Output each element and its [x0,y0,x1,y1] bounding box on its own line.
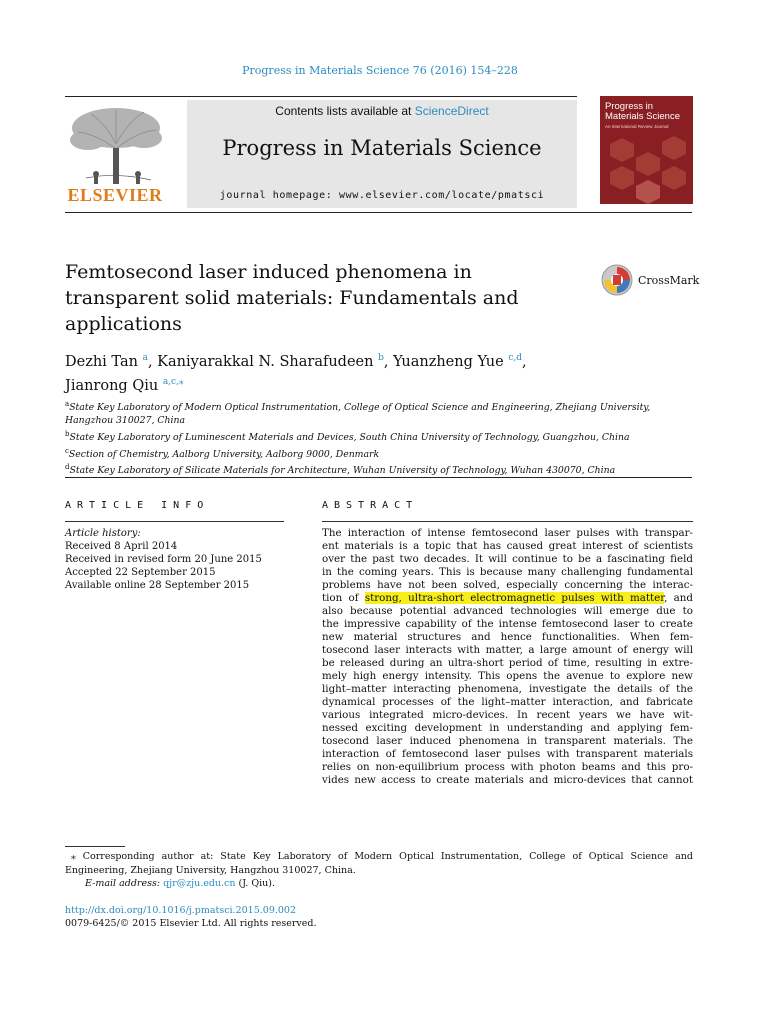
abstract-line: tosecond laser interacts with matter, a large amount of energy will [322,644,693,656]
affiliation-marker: b [65,429,70,438]
abstract-line [322,592,693,605]
author-affiliation-ref[interactable]: a [142,353,148,363]
abstract-text [322,527,693,787]
author-affiliation-ref[interactable]: c,d [508,353,522,363]
affiliation-marker: d [65,463,70,472]
author-affiliation-ref[interactable]: b [378,353,384,363]
history-item: Accepted 22 September 2015 [65,567,216,578]
cover-hexagon-pattern [600,136,693,204]
affiliation-item [65,428,685,445]
abstract-text-segment: tion of [322,592,365,604]
abstract-line: over the past two decades. It will continue to be a fascinating field [322,553,693,565]
paper-title-line: transparent solid materials: Fundamentals and [65,287,519,309]
copyright-line: 0079-6425/© 2015 Elsevier Ltd. All rights reserved. [65,918,317,929]
cover-subtitle: An International Review Journal [605,124,669,129]
abstract-line: ent materials is a topic that has caused great interest of scientists [322,540,693,552]
paper-title-line: Femtosecond laser induced phenomena in [65,261,472,283]
author-affiliation-ref[interactable]: a,c,⁎ [162,376,184,387]
abstract-line: vides new access to create materials and micro-devices that cannot [322,774,693,786]
abstract-line: problems have not been solved, especially concerning the interac- [322,579,693,591]
abstract-line: nessed exciting development in understanding and applying fem- [322,722,693,734]
elsevier-wordmark: ELSEVIER [67,185,163,205]
history-item: Received in revised form 20 June 2015 [65,554,262,565]
header-bottom-rule [65,212,692,213]
article-info-rule [65,521,284,522]
abstract-line: light–matter interacting phenomena, investigate the details of the [322,683,693,695]
affiliation-text: Hangzhou 310027, China [65,414,186,426]
author-list: Dezhi Tan $^a$, Kaniyarakkal N. Sharafudeen $^b$, Yuanzheng Yue $^{c,d}$, Jianrong Qiu $^{a,c,⁎}$ [65,353,527,394]
elsevier-tree-logo [66,104,166,186]
abstract-line: in the coming years. This is because many challenging fundamental [322,566,693,578]
history-item: Received 8 April 2014 [65,541,178,552]
contents-line [187,104,577,118]
affiliation-item [65,398,685,428]
cover-title: Progress in Materials Science [605,101,680,122]
abstract-line: also because potential advanced technologies will emerge due to [322,605,693,617]
history-label: Article history: [65,528,141,539]
abstract-text-segment: , and [664,592,693,604]
author-name[interactable]: Yuanzheng Yue [393,353,504,370]
abstract-line: interaction of femtosecond laser pulses with transparent materials [322,748,693,760]
paper-title-line: applications [65,313,182,335]
journal-name: Progress in Materials Science [222,136,542,160]
history-item: Available online 28 September 2015 [65,580,250,591]
footnote-rule [65,846,125,847]
email-line [65,877,693,891]
abstract-line: relies on non-equilibrium process with photon beams and this pro- [322,761,693,773]
header-top-rule [65,96,577,97]
affiliation-marker: c [65,446,69,455]
paper-title [65,259,585,337]
contents-prefix: Contents lists available at [275,104,415,118]
section-divider-rule [65,477,692,478]
email-link[interactable]: qjr@zju.edu.cn [163,878,236,889]
abstract-line: dynamical processes of the light–matter interaction, and fabricate [322,696,693,708]
affiliation-item [65,445,685,462]
abstract-line: the impressive capability of the intense femtosecond laser to create [322,618,693,630]
abstract-line: tosecond laser induced phenomena in transparent materials. The [322,735,693,747]
abstract-line: mely high energy intensity. This opens the avenue to explore new [322,670,693,682]
journal-cover [600,96,693,204]
author-name[interactable]: Dezhi Tan [65,353,138,370]
journal-homepage[interactable]: journal homepage: www.elsevier.com/locate/pmatsci [219,190,545,201]
abstract-heading: ABSTRACT [322,500,419,511]
corresponding-note: ⁎ Corresponding author at: State Key Laboratory of Modern Optical Instrumentation, College of Optical Science and Engineering, Zhejiang University, Hangzhou 310027, China. [65,851,693,876]
author-name[interactable]: Jianrong Qiu [65,377,159,394]
affiliations [65,398,685,478]
sciencedirect-link[interactable]: ScienceDirect [414,104,489,118]
highlighted-text[interactable]: strong, ultra-short electromagnetic pulses with matter [364,592,665,604]
affiliation-text: State Key Laboratory of Luminescent Materials and Devices, South China University of Technology, Guangzhou, China [69,431,630,443]
email-label: E-mail address: [85,878,164,889]
abstract-line: various integrated micro-devices. In recent years we have wit- [322,709,693,721]
affiliation-text: State Key Laboratory of Silicate Materials for Architecture, Wuhan University of Technology, Wuhan 430070, China [69,465,616,477]
doi-link[interactable]: http://dx.doi.org/10.1016/j.pmatsci.2015.09.002 [65,905,297,916]
corresponding-author-footnote [65,850,693,891]
affiliation-item [65,461,685,478]
email-suffix: (J. Qiu). [235,878,276,889]
journal-citation[interactable]: Progress in Materials Science 76 (2016) 154–228 [242,64,518,77]
abstract-line: The interaction of intense femtosecond laser pulses with transpar- [322,527,693,539]
affiliation-text: State Key Laboratory of Modern Optical Instrumentation, College of Optical Science and Engineering, Zhejiang University, [69,402,651,414]
abstract-rule [322,521,693,522]
abstract-line: new material structures and hence functionalities. When fem- [322,631,693,643]
article-history [65,527,285,592]
crossmark-label: CrossMark [638,274,700,287]
affiliation-marker: a [65,400,70,408]
author-name[interactable]: Kaniyarakkal N. Sharafudeen [157,353,374,370]
article-info-heading: ARTICLE INFO [65,500,210,511]
affiliation-text: Section of Chemistry, Aalborg University, Aalborg 9000, Denmark [68,448,380,460]
abstract-line: be released during an ultra-short period of time, resulting in extre- [322,657,693,669]
